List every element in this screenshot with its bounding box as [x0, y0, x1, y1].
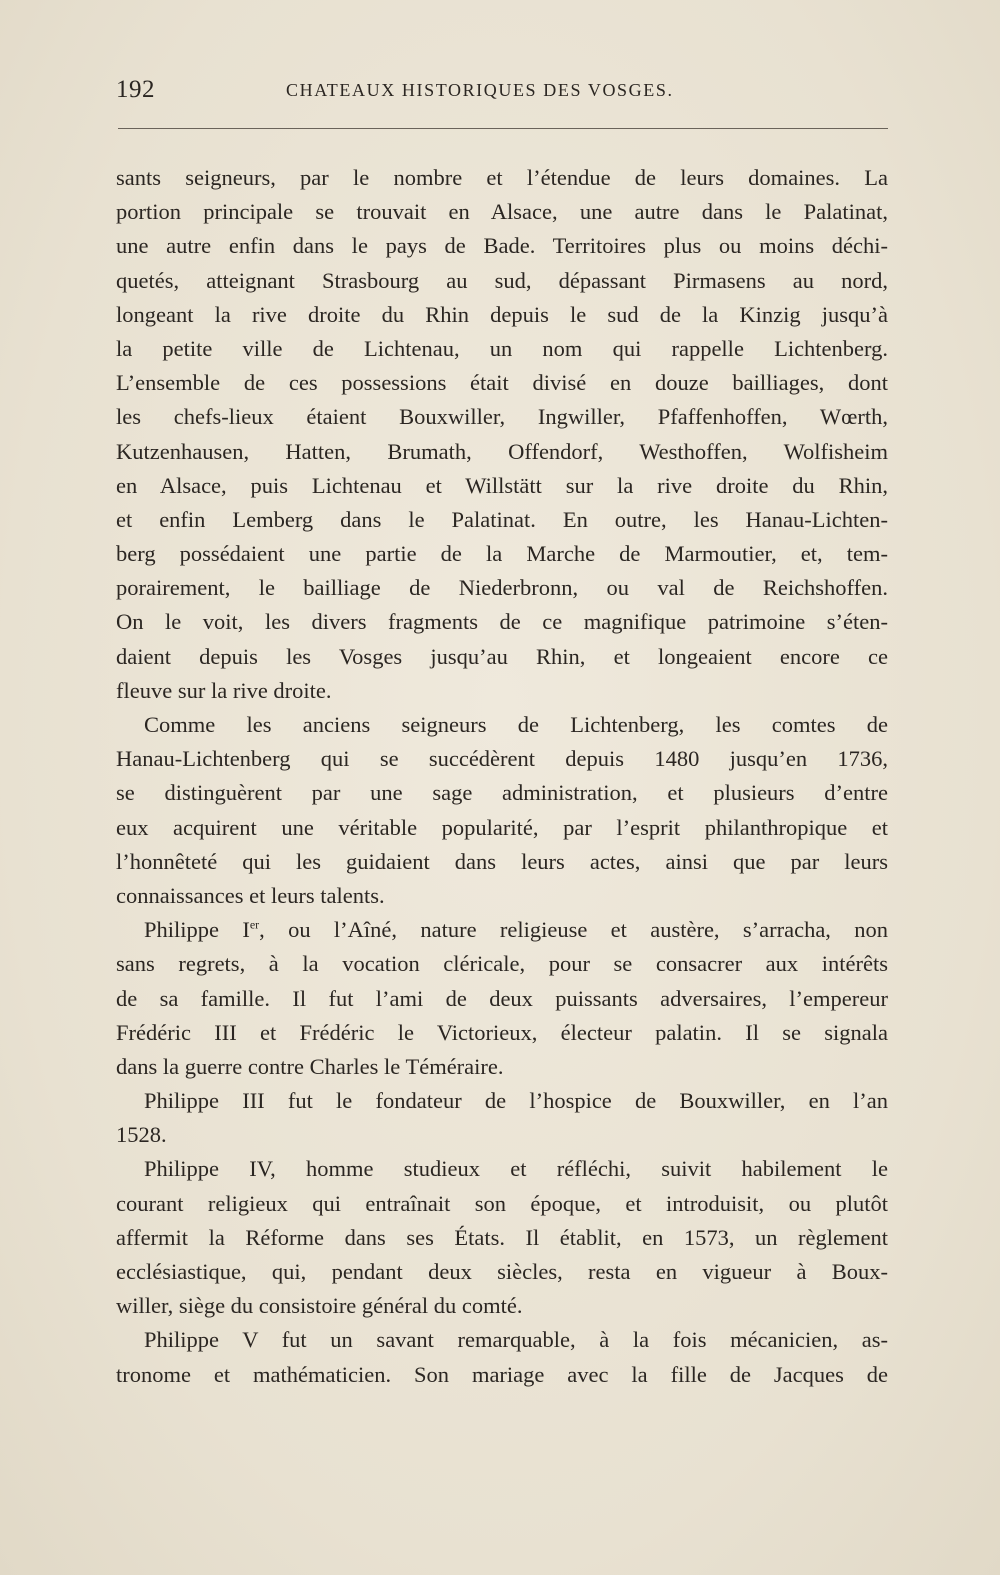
text-line: sants seigneurs, par le nombre et l’étendue de leurs domaines. La	[116, 165, 888, 190]
text-line: Kutzenhausen, Hatten, Brumath, Offendorf, Westhoffen, Wolfisheim	[116, 438, 888, 464]
text-line: willer, siège du consistoire général du comté.	[116, 1293, 523, 1319]
text-line: sans regrets, à la vocation cléricale, pour se consacrer aux intérêts	[116, 951, 888, 977]
page-number: 192	[116, 76, 155, 103]
text-line: daient depuis les Vosges jusqu’au Rhin, et longeaient encore ce	[116, 643, 888, 669]
text-line: courant religieux qui entraînait son époque, et introduisit, ou plutôt	[116, 1190, 888, 1216]
text-line: fleuve sur la rive droite.	[116, 677, 332, 703]
text-line: Philippe Ier, ou l’Aîné, nature religieuse et austère, s’arracha, non	[144, 917, 888, 943]
text-line: une autre enfin dans le pays de Bade. Territoires plus ou moins déchi-	[116, 233, 888, 259]
text-line: Philippe III fut le fondateur de l’hospice de Bouxwiller, en l’an	[144, 1088, 888, 1114]
body-text	[116, 161, 888, 1392]
running-head	[116, 76, 888, 112]
text-line: la petite ville de Lichtenau, un nom qui rappelle Lichtenberg.	[116, 335, 888, 361]
text-line: tronome et mathématicien. Son mariage avec la fille de Jacques de	[116, 1361, 888, 1387]
text-line: quetés, atteignant Strasbourg au sud, dépassant Pirmasens au nord,	[116, 267, 888, 293]
text-line: eux acquirent une véritable popularité, par l’esprit philanthropique et	[116, 814, 888, 840]
ordinal-superscript: er	[249, 917, 260, 932]
text-line: Philippe V fut un savant remarquable, à la fois mécanicien, as-	[144, 1327, 888, 1353]
text-line: longeant la rive droite du Rhin depuis le sud de la Kinzig jusqu’à	[116, 301, 888, 327]
text-line: de sa famille. Il fut l’ami de deux puissants adversaires, l’empereur	[116, 985, 888, 1011]
text-line: l’honnêteté qui les guidaient dans leurs actes, ainsi que par leurs	[116, 848, 888, 874]
text-line: berg possédaient une partie de la Marche de Marmoutier, et, tem-	[116, 541, 888, 567]
text-line: connaissances et leurs talents.	[116, 882, 385, 908]
text-line: les chefs-lieux étaient Bouxwiller, Ingwiller, Pfaffenhoffen, Wœrth,	[116, 404, 888, 430]
header-rule	[118, 128, 888, 129]
text-line: L’ensemble de ces possessions était divisé en douze bailliages, dont	[116, 370, 888, 396]
text-line: et enfin Lemberg dans le Palatinat. En outre, les Hanau-Lichten-	[116, 506, 888, 532]
text-line: se distinguèrent par une sage administration, et plusieurs d’entre	[116, 780, 888, 806]
text-line: dans la guerre contre Charles le Téméraire.	[116, 1053, 504, 1079]
text-line: affermit la Réforme dans ses États. Il établit, en 1573, un règlement	[116, 1224, 888, 1250]
text-line: portion principale se trouvait en Alsace, une autre dans le Palatinat,	[116, 199, 888, 225]
text-line: porairement, le bailliage de Niederbronn, ou val de Reichshoffen.	[116, 575, 888, 601]
text-line: 1528.	[116, 1122, 167, 1148]
text-line: en Alsace, puis Lichtenau et Willstätt sur la rive droite du Rhin,	[116, 472, 888, 498]
running-title: CHATEAUX HISTORIQUES DES VOSGES.	[286, 80, 674, 100]
text-line: ecclésiastique, qui, pendant deux siècles, resta en vigueur à Boux-	[116, 1259, 888, 1284]
text-line: On le voit, les divers fragments de ce magnifique patrimoine s’éten-	[116, 609, 888, 635]
text-line: Comme les anciens seigneurs de Lichtenberg, les comtes de	[144, 712, 888, 737]
text-line: Hanau-Lichtenberg qui se succédèrent depuis 1480 jusqu’en 1736,	[116, 746, 888, 772]
text-line: Philippe IV, homme studieux et réfléchi, suivit habilement le	[144, 1156, 888, 1182]
text-line: Frédéric III et Frédéric le Victorieux, électeur palatin. Il se signala	[116, 1019, 888, 1045]
